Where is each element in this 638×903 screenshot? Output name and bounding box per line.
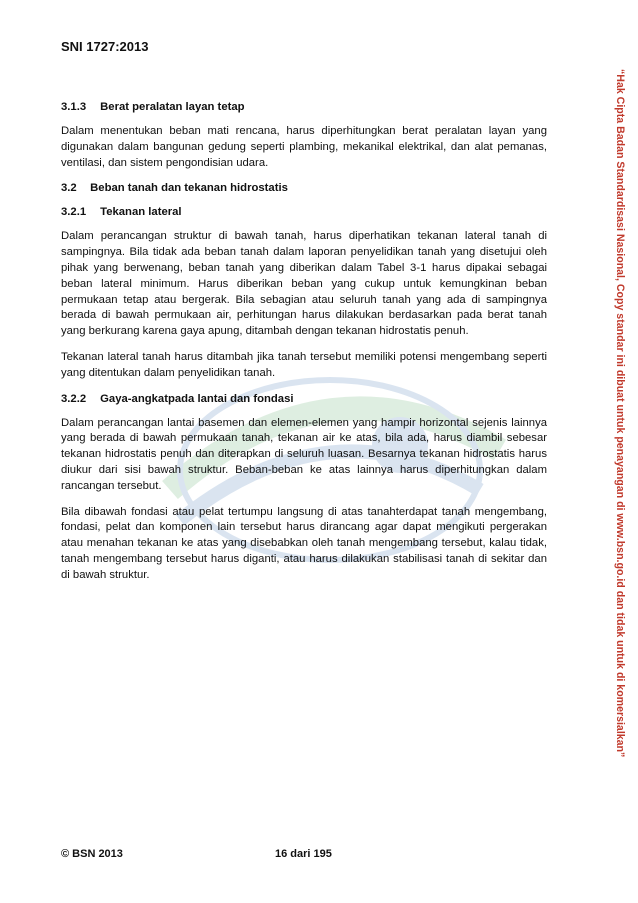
section-3-1-3 [61,100,547,171]
section-number: 3.2.1 [61,206,87,219]
section-number: 3.2.2 [61,392,87,405]
document-body [61,100,547,594]
section-title: Gaya-angkatpada lantai dan fondasi [100,392,294,405]
paragraph: Dalam perancangan struktur di bawah tanah, harus diperhatikan tekanan lateral tanah di sampingnya. Bila tidak ada beban tanah dalam laporan penyelidikan tanah yang disetujui oleh pihak yang berwenang, beban tanah yang diberikan dalam Tabel 3-1 harus dipakai sebagai beban lateral minimum. Harus diberikan beban yang cukup untuk kemungkinan beban permukaan tetap atau bergerak. Bila sebagian atau seluruh tanah yang ada di sampingnya berada di bawah permukaan air, perhitungan harus dilakukan berdasarkan pada berat tanah yang berkurang karena gaya apung, ditambah dengan tekanan hidrostatis penuh. [61,230,547,338]
section-title: Berat peralatan layan tetap [100,101,245,113]
section-heading [61,392,547,407]
paragraph: Dalam menentukan beban mati rencana, harus diperhitungkan berat peralatan layan yang digunakan dalam bangunan gedung seperti plambing, mekanikal elektrikal, dan alat pemanas, ventilasi, dan sistem pengondisian udara. [61,125,547,169]
section-heading [61,181,547,196]
section-3-2-2 [61,392,547,584]
section-3-2-1 [61,205,547,381]
footer-page-number: 16 dari 195 [275,848,332,860]
section-number: 3.1.3 [61,101,87,113]
section-title: Beban tanah dan tekanan hidrostatis [90,182,288,195]
footer-copyright: © BSN 2013 [61,848,123,860]
document-id: SNI 1727:2013 [61,39,149,54]
paragraph: Bila dibawah fondasi atau pelat tertumpu langsung di atas tanahterdapat tanah mengembang, fondasi, pelat dan komponen lain tersebut harus dirancang agar dapat mengikuti pergerakan atau menahan tekanan ke atas yang disebabkan oleh tanah mengembang tersebut, kalau tidak, tanah mengembang tersebut harus diganti, atau harus dilakukan stabilisasi tanah di sekitar dan di bawah struktur. [61,505,547,581]
section-heading [61,100,547,115]
section-number: 3.2 [61,182,77,195]
copyright-side-notice: “Hak Cipta Badan Standardisasi Nasional, Copy standar ini dibuat untuk penayangan di www.bsn.go.id dan tidak untuk di komersialkan” [614,69,626,758]
section-3-2 [61,181,547,196]
section-title: Tekanan lateral [100,206,182,219]
paragraph: Dalam perancangan lantai basemen dan elemen-elemen yang hampir horizontal sejenis lainnya yang berada di bawah permukaan tanah, tekanan air ke atas, bila ada, harus diambil sebesar tekanan hidrostatis penuh dan diterapkan di seluruh luasan. Besarnya tekanan hidrostatis harus diukur dari sisi bawah struktur. Beban-beban ke atas lainnya harus diperhitungkan dalam rancangan tersebut. [61,416,547,492]
section-heading [61,205,547,220]
paragraph: Tekanan lateral tanah harus ditambah jika tanah tersebut memiliki potensi mengembang seperti yang ditentukan dalam penyelidikan tanah. [61,350,547,379]
